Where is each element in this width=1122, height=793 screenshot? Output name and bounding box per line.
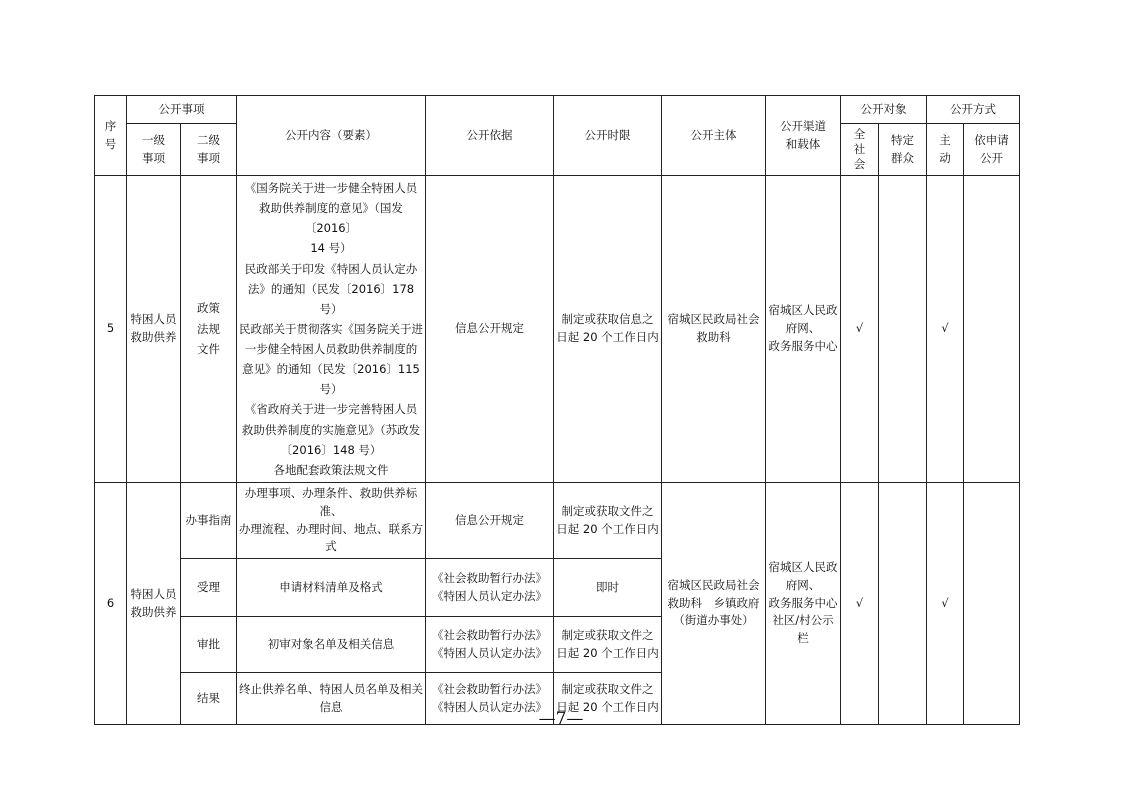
header-matter: 公开事项 xyxy=(127,96,237,124)
header-audience-specific: 特定 群众 xyxy=(879,124,927,176)
header-method-active: 主 动 xyxy=(927,124,964,176)
header-subject: 公开主体 xyxy=(662,96,766,176)
row5-level2: 政策 法规 文件 xyxy=(181,176,237,483)
row6-audience-all: √ xyxy=(841,482,879,724)
header-audience: 公开对象 xyxy=(841,96,927,124)
header-time-limit: 公开时限 xyxy=(554,96,662,176)
header-method-request: 依申请 公开 xyxy=(964,124,1020,176)
header-method: 公开方式 xyxy=(927,96,1020,124)
row5-content: 《国务院关于进一步健全特困人员 救助供养制度的意见》（国发〔2016〕 14 号） 民政部关于印发《特困人员认定办 法》的通知（民发〔2016〕178 号） 民政部关于贯彻落实《国务院关于进 一步健全特困人员救助供养制度的 意见》的通知（民发〔2016〕115 号） 《省政府关于进一步完善特困人员 救助供养制度的实施意见》（苏政发 〔2016〕148 号） 各地配套政策法规文件 xyxy=(237,176,426,483)
row6-item-level2: 审批 xyxy=(181,617,237,673)
row6-subject: 宿城区民政局社会 救助科 乡镇政府 （街道办事处） xyxy=(662,482,766,724)
header-level1: 一级 事项 xyxy=(127,124,181,176)
row6-item-level2: 结果 xyxy=(181,673,237,725)
row6-item-time-limit: 制定或获取文件之 日起 20 个工作日内 xyxy=(554,673,662,725)
row6-item-time-limit: 制定或获取文件之 日起 20 个工作日内 xyxy=(554,617,662,673)
header-seq: 序 号 xyxy=(95,96,127,176)
row6-item-basis: 信息公开规定 xyxy=(426,482,554,558)
row5-method-active: √ xyxy=(927,176,964,483)
row5-seq: 5 xyxy=(95,176,127,483)
row5-basis: 信息公开规定 xyxy=(426,176,554,483)
header-audience-all: 全 社 会 xyxy=(841,124,879,176)
row6-item-basis: 《社会救助暂行办法》 《特困人员认定办法》 xyxy=(426,673,554,725)
header-content: 公开内容（要素） xyxy=(237,96,426,176)
row6-item-time-limit: 制定或获取文件之 日起 20 个工作日内 xyxy=(554,482,662,558)
header-basis: 公开依据 xyxy=(426,96,554,176)
row6-item-level2: 受理 xyxy=(181,559,237,617)
row6-seq: 6 xyxy=(95,482,127,724)
row5-audience-all: √ xyxy=(841,176,879,483)
row5-audience-specific xyxy=(879,176,927,483)
row6-item-content: 终止供养名单、特困人员名单及相关 信息 xyxy=(237,673,426,725)
row5-time-limit: 制定或获取信息之 日起 20 个工作日内 xyxy=(554,176,662,483)
row6-channel: 宿城区人民政 府网、 政务服务中心 社区/村公示 栏 xyxy=(766,482,841,724)
row5-subject: 宿城区民政局社会 救助科 xyxy=(662,176,766,483)
header-level2: 二级 事项 xyxy=(181,124,237,176)
row6-item-basis: 《社会救助暂行办法》 《特困人员认定办法》 xyxy=(426,617,554,673)
row6-method-request xyxy=(964,482,1020,724)
disclosure-table xyxy=(94,95,1020,725)
row6-item-content: 申请材料清单及格式 xyxy=(237,559,426,617)
row6-item-level2: 办事指南 xyxy=(181,482,237,558)
row6-item-basis: 《社会救助暂行办法》 《特困人员认定办法》 xyxy=(426,559,554,617)
row6-item-time-limit: 即时 xyxy=(554,559,662,617)
table-row xyxy=(95,482,1020,558)
row6-item-content: 初审对象名单及相关信息 xyxy=(237,617,426,673)
row6-method-active: √ xyxy=(927,482,964,724)
page-number: —7— xyxy=(538,709,584,729)
row5-channel: 宿城区人民政 府网、 政务服务中心 xyxy=(766,176,841,483)
header-channel: 公开渠道 和载体 xyxy=(766,96,841,176)
row6-level1: 特困人员 救助供养 xyxy=(127,482,181,724)
row5-method-request xyxy=(964,176,1020,483)
row6-item-content: 办理事项、办理条件、救助供养标准、 办理流程、办理时间、地点、联系方 式 xyxy=(237,482,426,558)
row5-level1: 特困人员 救助供养 xyxy=(127,176,181,483)
table-row xyxy=(95,176,1020,483)
row6-audience-specific xyxy=(879,482,927,724)
header-row-1 xyxy=(95,96,1020,124)
